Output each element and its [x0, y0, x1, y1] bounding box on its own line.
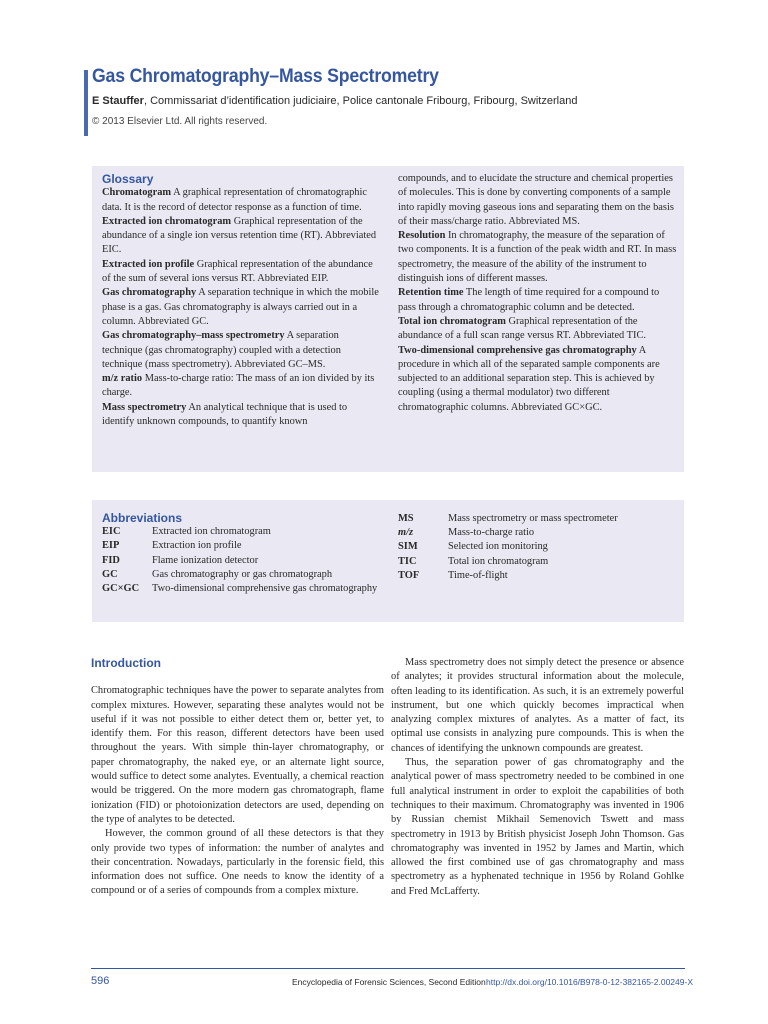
body-paragraph: Chromatographic techniques have the power to separate analytes from complex mixtures. However, separating these analytes would not be useful if it was not possible to either detect them or, better yet, to identify them. For this reason, different detectors have been used throughout the years. With simple thin-layer chromatography, or paper chromatography, the naked eye, or an alternate light source, would suffice to detect some analytes. Eventually, a chemical reaction would be triggered. On the more modern gas chromatograph, flame ionization (FID) or photoionization detectors are used, depending on the type of analytes to be detected.: [91, 685, 384, 825]
glossary-continuation: compounds, and to elucidate the structure and chemical properties of molecules. This is done by converting components of a sample into rapidly moving gaseous ions and separating them on the basis of their mass/charge ratio. Abbreviated MS.: [398, 173, 674, 227]
abbreviation-meaning: Selected ion monitoring: [448, 541, 548, 553]
abbreviation-row: [398, 526, 678, 540]
abbreviations-box: [92, 500, 684, 622]
glossary-term: Gas chromatography–mass spectrometry: [102, 330, 285, 342]
glossary-term: Total ion chromatogram: [398, 315, 506, 327]
glossary-term: Resolution: [398, 230, 446, 242]
body-paragraph: However, the common ground of all these detectors is that they only provide two types of information: the number of analytes and their concentration. Nowadays, particularly in the forensic field, this information does not suffice. One needs to know the identity of a compound or of a series of compounds from a complex mixture.: [91, 828, 384, 897]
glossary-definition: Graphical representation of the abundance of a single ion versus retention time (RT). Abbreviated EIC.: [102, 215, 377, 256]
abbreviation-meaning: Time-of-flight: [448, 569, 508, 581]
abbreviation-meaning: Flame ionization detector: [152, 554, 259, 566]
abbreviation: SIM: [398, 541, 418, 553]
abbreviation: TIC: [398, 555, 417, 567]
abbreviation-row: [398, 555, 678, 569]
glossary-definition: The length of time required for a compound to pass through a chromatographic column and be detected.: [398, 287, 660, 313]
glossary-term: Retention time: [398, 287, 464, 299]
glossary-definition: A separation technique (gas chromatography) coupled with a detection technique (mass spectrometry). Abbreviated GC–MS.: [102, 330, 341, 370]
glossary-term: m/z ratio: [102, 373, 143, 385]
abbreviation-meaning: Extracted ion chromatogram: [152, 526, 271, 538]
glossary-right-column: [398, 172, 678, 415]
abbreviation-meaning: Gas chromatography or gas chromatograph: [152, 568, 333, 580]
abbreviations-title: Abbreviations: [102, 511, 183, 525]
abbreviation-row: [102, 568, 382, 582]
footer-rule: [91, 968, 685, 969]
glossary-term: Two-dimensional comprehensive gas chromatography: [398, 344, 637, 356]
glossary-definition: A graphical representation of chromatographic data. It is the record of detector response as a function of time.: [102, 187, 367, 213]
copyright-notice: © 2013 Elsevier Ltd. All rights reserved.: [92, 116, 268, 127]
glossary-left-column: [102, 172, 380, 429]
glossary-term: Mass spectrometry: [102, 401, 187, 413]
glossary-entry: [102, 401, 380, 430]
body-left-column: [91, 656, 384, 899]
glossary-entry: [398, 229, 678, 286]
abbreviation-meaning: Extraction ion profile: [152, 540, 242, 552]
abbreviation: GC×GC: [102, 583, 140, 595]
glossary-entry: [398, 344, 678, 415]
glossary-entry: [398, 315, 678, 344]
abbreviation-row: [398, 569, 678, 583]
abbreviation: TOF: [398, 569, 420, 581]
glossary-entry: [102, 329, 380, 372]
glossary-definition: Graphical representation of the abundance of the sum of several ions versus RT. Abbreviated EIP.: [102, 258, 373, 285]
page-number: 596: [91, 975, 110, 987]
abbreviation-row: [102, 525, 382, 539]
glossary-box: [92, 166, 684, 472]
abbreviation: FID: [102, 554, 120, 566]
glossary-term: Chromatogram: [102, 187, 172, 199]
author-line: [92, 95, 732, 107]
abbreviation-row: [102, 539, 382, 553]
glossary-entry: [398, 286, 678, 315]
glossary-definition: Mass-to-charge ratio: The mass of an ion divided by its charge.: [102, 373, 375, 399]
abbreviation: EIP: [102, 540, 120, 552]
glossary-definition: A procedure in which all of the separated sample components are subjected to an additional separation step. This is achieved by coupling (using a thermal modulator) two different chromatographic columns. Abbreviated GC×GC.: [398, 344, 660, 413]
glossary-term: Extracted ion chromatogram: [102, 215, 232, 227]
abbreviation: MS: [398, 513, 414, 524]
abbreviation-row: [102, 554, 382, 568]
abbreviations-left-column: [102, 511, 382, 596]
abbreviation: GC: [102, 568, 118, 580]
abbreviation-row: [102, 582, 382, 596]
article-header: [92, 66, 732, 127]
abbreviation: EIC: [102, 526, 121, 538]
glossary-entry: [102, 215, 380, 258]
abbreviation: m/z: [398, 527, 414, 539]
glossary-definition: Graphical representation of the abundance of a full scan range versus RT. Abbreviated TIC.: [398, 315, 646, 342]
glossary-definition: A separation technique in which the mobile phase is a gas. Gas chromatography is always carried out in a column. Abbreviated GC.: [102, 287, 379, 327]
abbreviation-meaning: Mass spectrometry or mass spectrometer: [448, 513, 618, 524]
glossary-definition: An analytical technique that is used to identify unknown compounds, to quantify known: [102, 401, 348, 428]
glossary-entry: [102, 286, 380, 329]
header-accent-bar: [84, 70, 88, 136]
author-name: E Stauffer: [92, 95, 144, 107]
glossary-entry: [102, 372, 380, 401]
glossary-entry: [102, 258, 380, 287]
glossary-entry: [102, 186, 380, 215]
abbreviation-row: [398, 540, 678, 554]
glossary-term: Gas chromatography: [102, 287, 197, 299]
abbreviation-meaning: Mass-to-charge ratio: [448, 527, 535, 539]
abbreviation-meaning: Two-dimensional comprehensive gas chromatography: [152, 583, 378, 595]
abbreviation-meaning: Total ion chromatogram: [448, 555, 549, 567]
abbreviation-row: [398, 512, 678, 526]
section-heading: Introduction: [91, 656, 161, 670]
body-paragraph: Mass spectrometry does not simply detect the presence or absence of analytes; it provides structural information about the molecule, often leading to its identification. As such, it is an extremely powerful instrument, but one which quickly becomes impractical when analyzing complex mixtures of analytes. As a matter of fact, its optimal use consists in analyzing pure compounds. This is when the chances of identifying the unknown compounds are greatest.: [391, 657, 684, 754]
glossary-title: Glossary: [102, 172, 154, 186]
doi-link[interactable]: http://dx.doi.org/10.1016/B978-0-12-382165-2.00249-X: [486, 977, 693, 987]
abbreviations-right-column: [398, 512, 678, 583]
body-right-column: [391, 656, 684, 899]
glossary-term: Extracted ion profile: [102, 258, 195, 270]
author-affiliation: , Commissariat d’identification judiciaire, Police cantonale Fribourg, Fribourg, Switzerland: [143, 95, 578, 107]
glossary-definition: In chromatography, the measure of the separation of two components. It is a function of the peak width and RT. In mass spectrometry, the measure of the ability of the instrument to distinguish ions of different masses.: [398, 230, 677, 285]
body-paragraph: Thus, the separation power of gas chromatography and the analytical power of mass spectrometry needed to be combined in one full analytical instrument in order to exploit the capabilities of both techniques to their maximum. Chromatography was invented in 1906 by Russian chemist Mikhail Semenovich Tswett and mass spectrometry in 1913 by British physicist Joseph John Thomson. Gas chromatography was invented in 1952 by James and Martin, which allowed the first combined use of gas chromatography and mass spectrometry as a hyphenated technique in 1956 by Roland Gohlke and Fred McLafferty.: [391, 757, 684, 897]
publication-source: Encyclopedia of Forensic Sciences, Second Edition: [292, 977, 486, 987]
article-title: Gas Chromatography–Mass Spectrometry: [92, 66, 439, 87]
